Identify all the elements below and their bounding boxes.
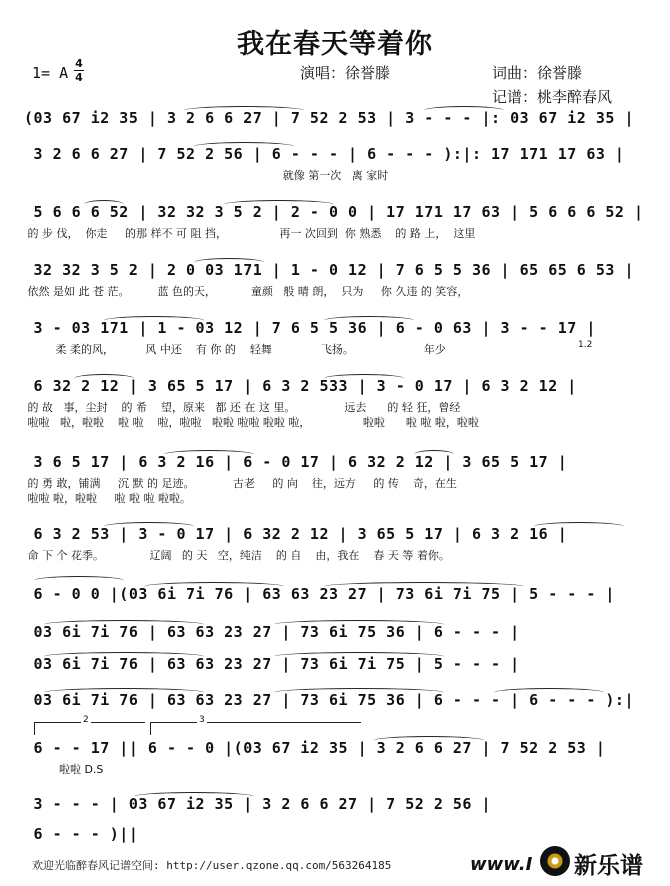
notation-line: 5 6 6 6 52 | 32 32 3 5 2 | 2 - 0 0 | 17 171 17 63 | 5 6 6 6 52 | bbox=[24, 203, 644, 221]
volta-label-2: 2 bbox=[83, 715, 89, 725]
notation-line: 6 - 0 0 |(03 6i 7i 76 | 63 63 23 27 | 73 6i 7i 75 | 5 - - - | bbox=[24, 585, 615, 603]
lyric-line: 的 勇 敢，铺满 沉 默 的 足迹。 古老 的 向 往，远方 的 传 奇，在生 bbox=[24, 477, 457, 490]
notation-line: 03 6i 7i 76 | 63 63 23 27 | 73 6i 75 36 | 6 - - - | bbox=[24, 623, 520, 641]
notation-line: 6 32 2 12 | 3 65 5 17 | 6 3 2 533 | 3 - 0 17 | 6 3 2 12 | bbox=[24, 377, 577, 395]
notation-line: 3 - - - | 03 67 i2 35 | 3 2 6 6 27 | 7 52 2 56 | bbox=[24, 795, 492, 813]
lyric-line: 啦啦 D.S bbox=[24, 763, 104, 776]
notation-line: 3 - 03 171 | 1 - 03 12 | 7 6 5 5 36 | 6 - 0 63 | 3 - - 17 | bbox=[24, 319, 596, 337]
lyric-line-second-verse: 啦啦 啦，啦啦 啦 啦 啦，啦啦 啦啦 啦啦 啦啦 啦， 啦啦 啦 啦 啦，啦啦 bbox=[24, 416, 479, 429]
notation-line: 6 - - - )|| bbox=[24, 825, 139, 843]
notation-line: 3 6 5 17 | 6 3 2 16 | 6 - 0 17 | 6 32 2 12 | 3 65 5 17 | bbox=[24, 453, 568, 471]
transcriber-credit: 记谱：桃李醉春风 bbox=[492, 88, 613, 106]
notation-line: 03 6i 7i 76 | 63 63 23 27 | 73 6i 75 36 | 6 - - - | 6 - - - ):| bbox=[24, 691, 634, 709]
notation-line: 6 3 2 53 | 3 - 0 17 | 6 32 2 12 | 3 65 5 17 | 6 3 2 16 | bbox=[24, 525, 568, 543]
volta-bracket-2 bbox=[34, 715, 145, 735]
notation-line: 3 2 6 6 27 | 7 52 2 56 | 6 - - - | 6 - - - ):|: 17 171 17 63 | bbox=[24, 145, 625, 163]
notation-line: 03 6i 7i 76 | 63 63 23 27 | 73 6i 7i 75 | 5 - - - | bbox=[24, 655, 520, 673]
time-signature bbox=[74, 58, 84, 83]
time-signature-top: 4 bbox=[75, 57, 83, 70]
lyric-line-second-verse: 啦啦 啦，啦啦 啦 啦 啦 啦啦。 bbox=[24, 492, 191, 505]
notation-line: (03 67 i2 35 | 3 2 6 6 27 | 7 52 2 53 | 3 - - - |: 03 67 i2 35 | bbox=[24, 109, 634, 127]
volta-label-3: 3 bbox=[199, 715, 205, 725]
lyric-line: 的 步 伐， 你走 的那 样不 可 阻 挡， 再一 次回到 你 熟悉 的 路 上， 这里 bbox=[24, 227, 476, 240]
lyric-line: 命 下 个 花季。 辽阔 的 天 空，纯洁 的 自 由，我在 春 天 等 着你。 bbox=[24, 549, 450, 562]
volta-marker-1: 1.2 bbox=[578, 340, 593, 350]
lyric-line: 柔 柔的风， 风 中还 有 你 的 轻舞 飞扬。 年少 bbox=[24, 343, 446, 356]
key-signature: 1= A bbox=[32, 64, 69, 82]
brand-logo-text: 新乐谱 bbox=[574, 853, 643, 879]
time-signature-bottom: 4 bbox=[75, 71, 83, 84]
footer-text: 欢迎光临醉春风记谱空间: http://user.qzone.qq.com/563264185 bbox=[32, 859, 392, 872]
notation-line: 6 - - 17 || 6 - - 0 |(03 67 i2 35 | 3 2 6 6 27 | 7 52 2 53 | bbox=[24, 739, 606, 757]
lyric-line: 就像 第一次 离 家时 bbox=[24, 169, 389, 182]
singer-credit: 演唱：徐誉滕 bbox=[300, 64, 391, 82]
notation-line: 32 32 3 5 2 | 2 0 03 171 | 1 - 0 12 | 7 6 5 5 36 | 65 65 6 53 | bbox=[24, 261, 634, 279]
lyric-line: 依然 是如 此 苍 茫。 蓝 色的天， 童颜 般 晴 朗， 只为 你 久违 的 笑容， bbox=[24, 285, 469, 298]
record-disc-icon bbox=[540, 846, 570, 876]
lyricist-credit: 词曲：徐誉滕 bbox=[492, 64, 583, 82]
lyric-line: 的 故 事，尘封 的 希 望，原来 都 还 在 这 里。 远去 的 轻 狂，曾经 bbox=[24, 401, 461, 414]
volta-bracket-3 bbox=[150, 715, 361, 735]
song-title: 我在春天等着你 bbox=[237, 29, 433, 60]
brand-url-fragment: www.I bbox=[470, 854, 533, 875]
